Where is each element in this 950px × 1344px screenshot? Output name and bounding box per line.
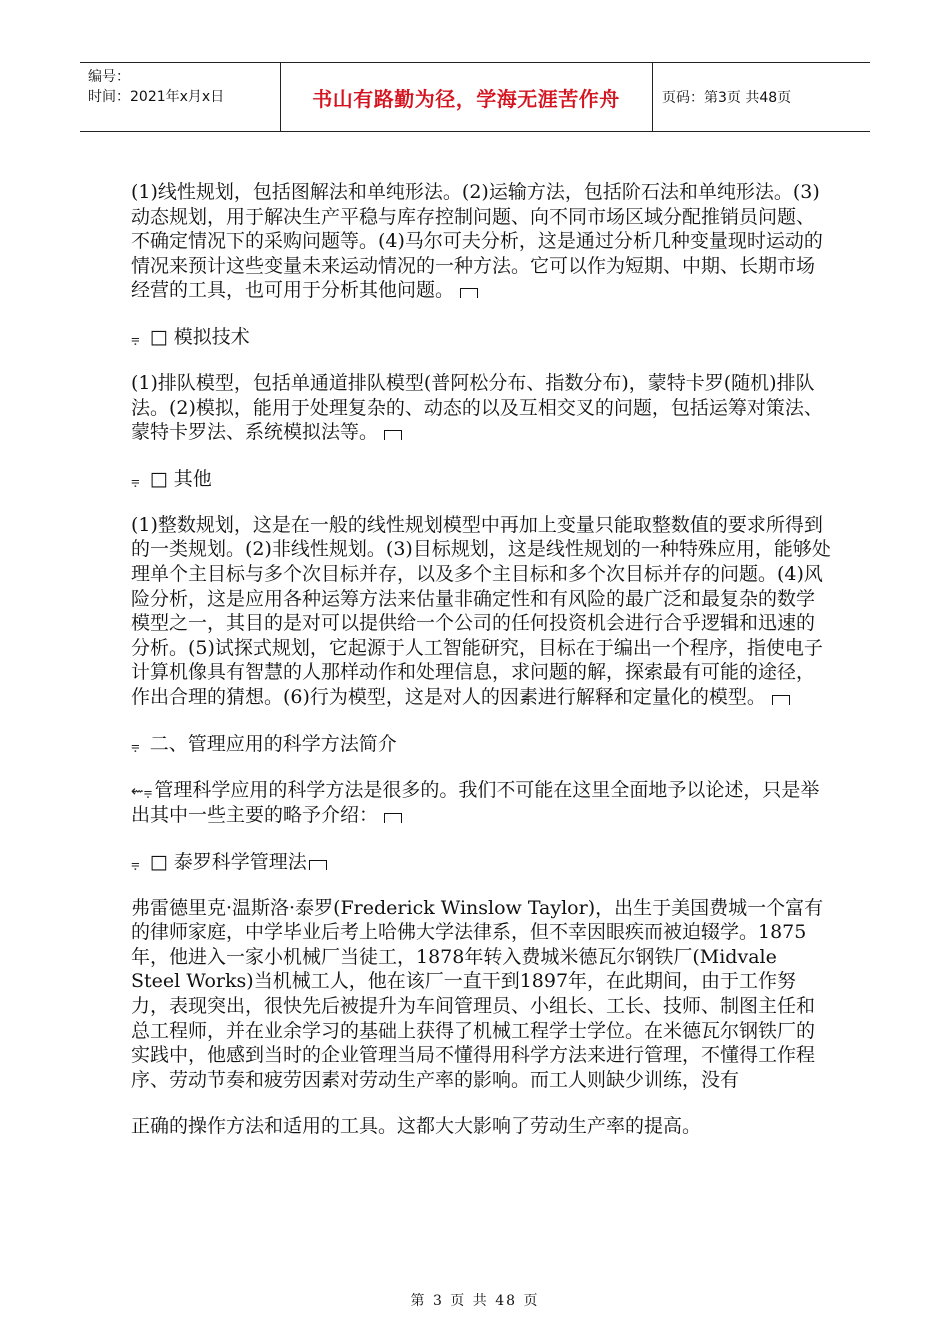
heading-text: □ 泰罗科学管理法 (149, 850, 307, 873)
header-page-info: 页码：第3页 共48页 (662, 90, 792, 106)
section-heading (131, 732, 831, 757)
paragraph-text: (1)排队模型，包括单通道排队模型(普阿松分布、指数分布)，蒙特卡罗(随机)排队法。(2)模拟，能用于处理复杂的、动态的以及互相交叉的问题，包括运筹对策法、蒙特卡罗法、系统模拟法等。 (131, 371, 823, 444)
heading-marker: ⩦ (131, 853, 140, 872)
page-footer: 第 3 页 共 48 页 (410, 1293, 540, 1309)
section-heading (131, 325, 831, 350)
document-time-label: 时间：2021年x月x日 (88, 89, 225, 105)
header-motto: 书山有路勤为径，学海无涯苦作舟 (312, 86, 620, 111)
section-heading (131, 850, 831, 875)
paragraph-end-mark (772, 695, 790, 705)
paragraph-end-mark (460, 288, 478, 298)
paragraph-text: (1)整数规划，这是在一般的线性规划模型中再加上变量只能取整数值的要求所得到的一类规划。(2)非线性规划。(3)目标规划，这是线性规划的一种特殊应用，能够处理单个主目标与多个次目标并存，以及多个主目标和多个次目标并存的问题。(4)风险分析，这是应用各种运筹方法来估量非确定性和有风险的最广泛和最复杂的数学模型之一，其目的是对可以提供给一个公司的任何投资机会进行合乎逻辑和迅速的分析。(5)试探式规划，它起源于人工智能研究，目标在于编出一个程序，指使电子计算机像具有智慧的人那样动作和处理信息，求问题的解，探索最有可能的途径，作出合理的猜想。(6)行为模型，这是对人的因素进行解释和定量化的模型。 (131, 513, 831, 708)
paragraph (131, 180, 831, 303)
paragraph-text: 弗雷德里克·温斯洛·泰罗(Frederick Winslow Taylor)，出生于美国费城一个富有的律师家庭，中学毕业后考上哈佛大学法律系，但不幸因眼疾而被迫辍学。1875年，他进入一家小机械厂当徒工，1878年转入费城米德瓦尔钢铁厂(Midvale Steel Works)当机械工人，他在该厂一直干到1897年，在此期间，由于工作努力，表现突出，很快先后被提升为车间管理员、小组长、工长、技师、制图主任和总工程师，并在业余学习的基础上获得了机械工程学士学位。在米德瓦尔钢铁厂的实践中，他感到当时的企业管理当局不懂得用科学方法来进行管理，不懂得工作程序、劳动节奏和疲劳因素对劳动生产率的影响。而工人则缺少训练，没有 (131, 896, 824, 1091)
heading-marker: ⩦ (131, 328, 140, 347)
paragraph (131, 1114, 831, 1139)
paragraph-text: 管理科学应用的科学方法是很多的。我们不可能在这里全面地予以论述，只是举出其中一些主要的略予介绍： (131, 778, 820, 827)
heading-text: □ 其他 (149, 467, 212, 490)
heading-marker: ⩦ (131, 735, 140, 754)
paragraph-marker: ⇜⩦ (131, 781, 153, 800)
heading-text: □ 模拟技术 (149, 325, 250, 348)
document-number-label: 编号： (88, 69, 130, 85)
paragraph (131, 778, 831, 828)
paragraph-text: (1)线性规划，包括图解法和单纯形法。(2)运输方法，包括阶石法和单纯形法。(3)动态规划，用于解决生产平稳与库存控制问题、向不同市场区域分配推销员问题、不确定情况下的采购问题等。(4)马尔可夫分析，这是通过分析几种变量现时运动的情况来预计这些变量未来运动情况的一种方法。它可以作为短期、中期、长期市场经营的工具，也可用于分析其他问题。 (131, 181, 823, 302)
document-body (131, 180, 831, 1139)
paragraph-end-mark (309, 860, 327, 870)
heading-text: 二、管理应用的科学方法简介 (149, 732, 397, 755)
page-header (80, 62, 870, 132)
paragraph (131, 896, 831, 1093)
paragraph-end-mark (384, 813, 402, 823)
paragraph (131, 513, 831, 710)
header-meta (88, 67, 224, 107)
paragraph (131, 371, 831, 445)
header-divider (652, 63, 653, 131)
paragraph-text: 正确的操作方法和适用的工具。这都大大影响了劳动生产率的提高。 (131, 1115, 702, 1138)
heading-marker: ⩦ (131, 470, 140, 489)
paragraph-end-mark (384, 430, 402, 440)
section-heading (131, 467, 831, 492)
